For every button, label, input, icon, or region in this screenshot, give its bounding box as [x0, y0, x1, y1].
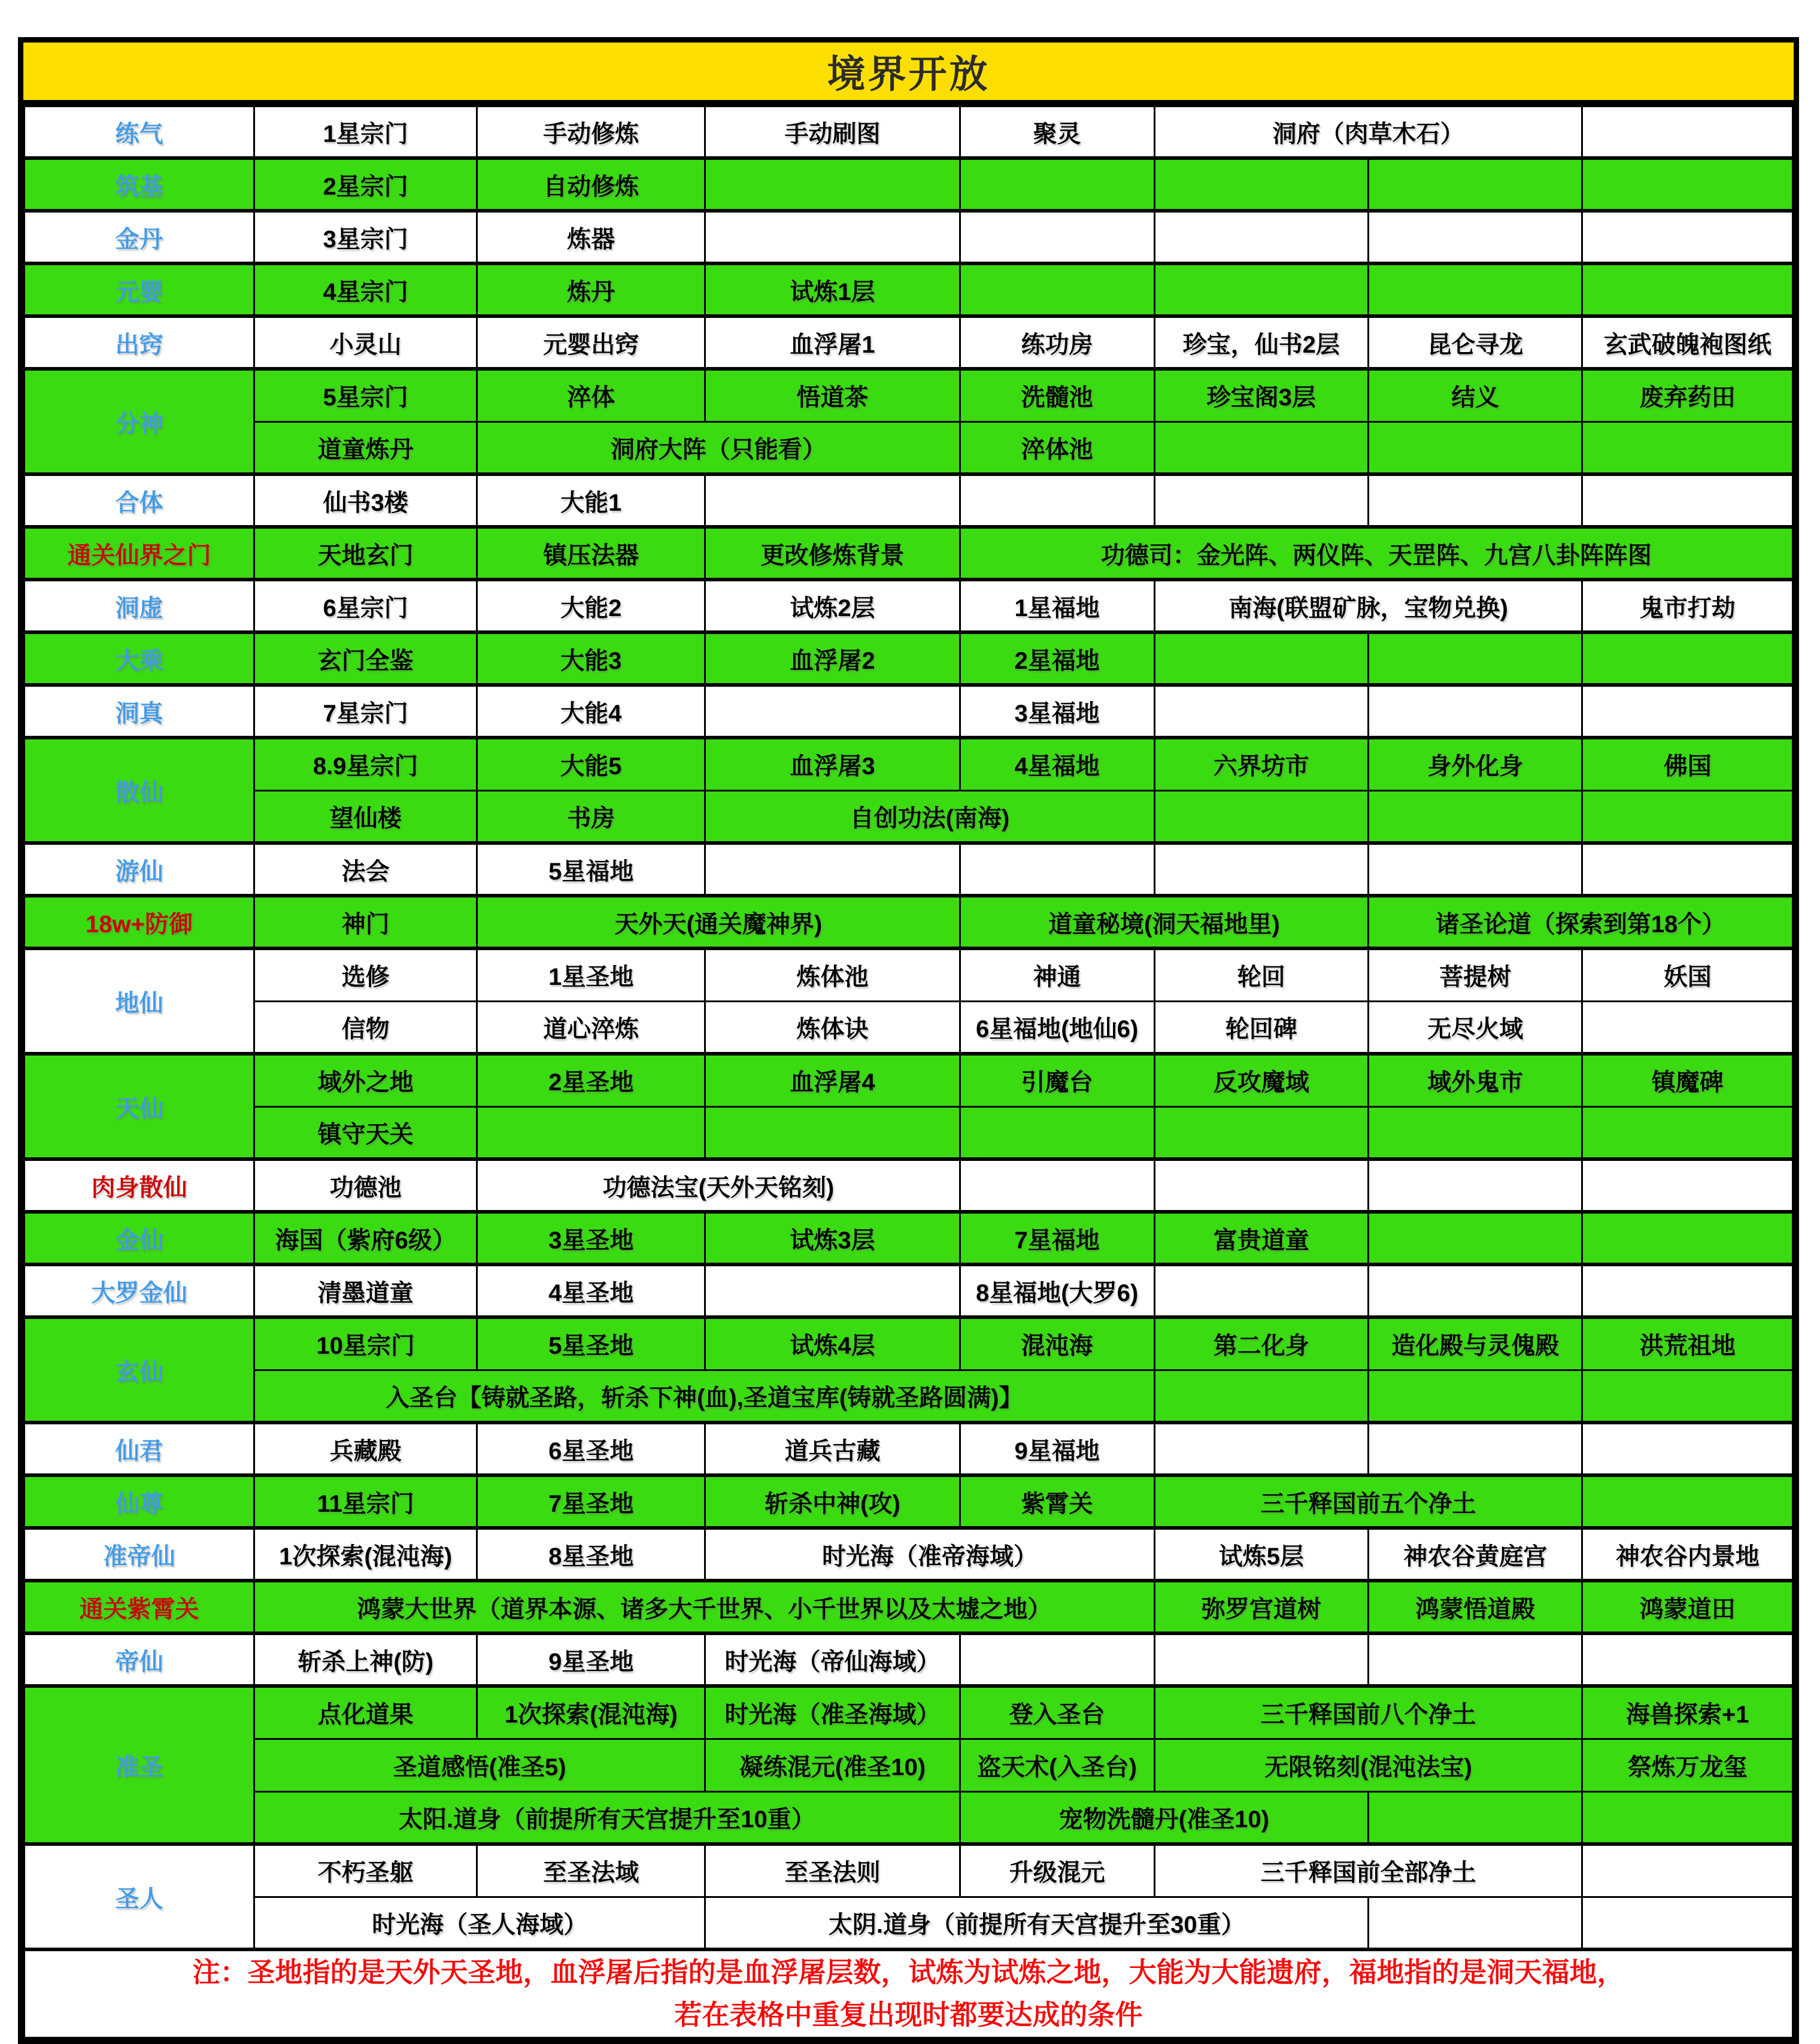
table-row [25, 580, 1793, 632]
empty-cell [960, 1633, 1154, 1686]
empty-cell [1582, 1106, 1793, 1159]
realm-label: 洞真 [25, 685, 254, 738]
table-row [25, 632, 1793, 685]
feature-cell: 天外天(通关魔神界) [477, 896, 960, 948]
feature-cell: 炼丹 [477, 263, 705, 316]
empty-cell [1582, 263, 1793, 316]
feature-cell: 海兽探索+1 [1582, 1686, 1793, 1739]
feature-cell: 身外化身 [1369, 738, 1582, 790]
empty-cell [1369, 421, 1582, 474]
realm-label: 合体 [25, 474, 254, 527]
realm-label: 通关紫霄关 [25, 1581, 254, 1633]
feature-cell: 鸿蒙大世界（道界本源、诸多大千世界、小千世界以及太墟之地） [254, 1581, 1155, 1633]
feature-cell: 8.9星宗门 [254, 738, 477, 790]
empty-cell [705, 1106, 960, 1159]
table-row [25, 1686, 1793, 1739]
feature-cell: 11星宗门 [254, 1475, 477, 1528]
table-row [25, 527, 1793, 580]
realm-label: 大乘 [25, 632, 254, 685]
page-title: 境界开放 [23, 43, 1794, 104]
feature-cell: 1星圣地 [477, 948, 705, 1001]
empty-cell [1154, 685, 1368, 738]
table-row [25, 421, 1793, 474]
feature-cell: 清墨道童 [254, 1264, 477, 1317]
empty-cell [1369, 1106, 1582, 1159]
empty-cell [705, 158, 960, 211]
feature-cell: 手动刷图 [705, 105, 960, 158]
realm-label: 地仙 [25, 948, 254, 1054]
feature-cell: 1星宗门 [254, 105, 477, 158]
empty-cell [1369, 158, 1582, 211]
feature-cell: 道兵古藏 [705, 1423, 960, 1475]
table-row [25, 158, 1793, 211]
feature-cell: 盗天术(入圣台) [960, 1739, 1154, 1791]
feature-cell: 2星福地 [960, 632, 1154, 685]
feature-cell: 无尽火域 [1369, 1001, 1582, 1054]
feature-cell: 信物 [254, 1001, 477, 1054]
empty-cell [960, 843, 1154, 896]
table-row [25, 263, 1793, 316]
realm-label: 通关仙界之门 [25, 527, 254, 580]
table-row [25, 1159, 1793, 1212]
empty-cell [1369, 1423, 1582, 1475]
empty-cell [1154, 790, 1368, 843]
empty-cell [1369, 1897, 1582, 1949]
realm-label: 仙尊 [25, 1475, 254, 1528]
feature-cell: 时光海（准圣海域） [705, 1686, 960, 1739]
table-row [25, 790, 1793, 843]
empty-cell [960, 1106, 1154, 1159]
realm-label: 分神 [25, 369, 254, 474]
table-row [25, 1739, 1793, 1791]
table-row [25, 211, 1793, 263]
empty-cell [960, 158, 1154, 211]
feature-cell: 大能4 [477, 685, 705, 738]
feature-cell: 5星福地 [477, 843, 705, 896]
empty-cell [1582, 1370, 1793, 1423]
empty-cell [1582, 421, 1793, 474]
table-row [25, 1106, 1793, 1159]
feature-cell: 书房 [477, 790, 705, 843]
table-row [25, 105, 1793, 158]
realm-label: 练气 [25, 105, 254, 158]
realm-label: 游仙 [25, 843, 254, 896]
empty-cell [1154, 263, 1368, 316]
feature-cell: 6星宗门 [254, 580, 477, 632]
feature-cell: 自创功法(南海) [705, 790, 1154, 843]
feature-cell: 大能1 [477, 474, 705, 527]
realm-label: 金仙 [25, 1212, 254, 1264]
realm-label: 圣人 [25, 1844, 254, 1949]
feature-cell: 法会 [254, 843, 477, 896]
feature-cell: 手动修炼 [477, 105, 705, 158]
empty-cell [1369, 1370, 1582, 1423]
feature-cell: 3星宗门 [254, 211, 477, 263]
feature-cell: 海国（紫府6级） [254, 1212, 477, 1264]
feature-cell: 玄武破魄袍图纸 [1582, 316, 1793, 369]
feature-cell: 道心淬炼 [477, 1001, 705, 1054]
feature-cell: 至圣法则 [705, 1844, 960, 1897]
feature-cell: 7星福地 [960, 1212, 1154, 1264]
empty-cell [960, 211, 1154, 263]
empty-cell [960, 1159, 1154, 1212]
realm-label: 18w+防御 [25, 896, 254, 948]
table-row [25, 1528, 1793, 1581]
realm-label: 大罗金仙 [25, 1264, 254, 1317]
footnote-row [25, 1949, 1793, 2037]
feature-cell: 试炼5层 [1154, 1528, 1368, 1581]
empty-cell [477, 1106, 705, 1159]
feature-cell: 道童秘境(洞天福地里) [960, 896, 1368, 948]
feature-cell: 太阳.道身（前提所有天宫提升至10重） [254, 1791, 960, 1844]
feature-cell: 域外之地 [254, 1054, 477, 1106]
table-row [25, 1001, 1793, 1054]
empty-cell [1582, 1633, 1793, 1686]
feature-cell: 三千释国前五个净土 [1154, 1475, 1582, 1528]
table-row [25, 1633, 1793, 1686]
empty-cell [1154, 1633, 1368, 1686]
feature-cell: 更改修炼背景 [705, 527, 960, 580]
feature-cell: 时光海（帝仙海域） [705, 1633, 960, 1686]
empty-cell [1582, 474, 1793, 527]
feature-cell: 南海(联盟矿脉，宝物兑换) [1154, 580, 1582, 632]
table-row [25, 843, 1793, 896]
table-row [25, 1317, 1793, 1370]
empty-cell [1582, 1159, 1793, 1212]
empty-cell [1369, 685, 1582, 738]
feature-cell: 炼器 [477, 211, 705, 263]
empty-cell [960, 474, 1154, 527]
realm-label: 准圣 [25, 1686, 254, 1844]
empty-cell [1582, 1475, 1793, 1528]
feature-cell: 登入圣台 [960, 1686, 1154, 1739]
feature-cell: 道童炼丹 [254, 421, 477, 474]
empty-cell [705, 685, 960, 738]
feature-cell: 反攻魔域 [1154, 1054, 1368, 1106]
feature-cell: 时光海（圣人海域） [254, 1897, 705, 1949]
feature-cell: 功德池 [254, 1159, 477, 1212]
table-row [25, 369, 1793, 421]
empty-cell [1582, 790, 1793, 843]
realm-open-sheet [18, 37, 1799, 2044]
feature-cell: 6星圣地 [477, 1423, 705, 1475]
empty-cell [1369, 1791, 1582, 1844]
empty-cell [705, 211, 960, 263]
feature-cell: 轮回 [1154, 948, 1368, 1001]
feature-cell: 5星圣地 [477, 1317, 705, 1370]
table-row [25, 1581, 1793, 1633]
feature-cell: 神门 [254, 896, 477, 948]
feature-cell: 血浮屠2 [705, 632, 960, 685]
feature-cell: 试炼1层 [705, 263, 960, 316]
feature-cell: 7星宗门 [254, 685, 477, 738]
realm-label: 筑基 [25, 158, 254, 211]
feature-cell: 选修 [254, 948, 477, 1001]
feature-cell: 大能2 [477, 580, 705, 632]
feature-cell: 1次探索(混沌海) [254, 1528, 477, 1581]
feature-cell: 炼体池 [705, 948, 960, 1001]
empty-cell [705, 843, 960, 896]
empty-cell [1154, 1106, 1368, 1159]
empty-cell [1582, 843, 1793, 896]
empty-cell [1369, 1633, 1582, 1686]
table-row [25, 1475, 1793, 1528]
feature-cell: 功德司：金光阵、两仪阵、天罡阵、九宫八卦阵阵图 [960, 527, 1792, 580]
feature-cell: 斩杀中神(攻) [705, 1475, 960, 1528]
feature-cell: 炼体诀 [705, 1001, 960, 1054]
feature-cell: 2星宗门 [254, 158, 477, 211]
empty-cell [1369, 790, 1582, 843]
table-row [25, 1054, 1793, 1106]
feature-cell: 宠物洗髓丹(准圣10) [960, 1791, 1368, 1844]
feature-cell: 4星宗门 [254, 263, 477, 316]
feature-cell: 六界坊市 [1154, 738, 1368, 790]
empty-cell [705, 1264, 960, 1317]
feature-cell: 练功房 [960, 316, 1154, 369]
feature-cell: 鸿蒙道田 [1582, 1581, 1793, 1633]
feature-cell: 试炼2层 [705, 580, 960, 632]
feature-cell: 紫霄关 [960, 1475, 1154, 1528]
feature-cell: 镇魔碑 [1582, 1054, 1793, 1106]
feature-cell: 太阴.道身（前提所有天宫提升至30重） [705, 1897, 1369, 1949]
feature-cell: 3星福地 [960, 685, 1154, 738]
table-row [25, 1791, 1793, 1844]
empty-cell [1154, 1423, 1368, 1475]
empty-cell [1369, 211, 1582, 263]
feature-cell: 4星福地 [960, 738, 1154, 790]
feature-cell: 6星福地(地仙6) [960, 1001, 1154, 1054]
feature-cell: 7星圣地 [477, 1475, 705, 1528]
table-row [25, 316, 1793, 369]
empty-cell [1154, 1159, 1368, 1212]
feature-cell: 圣道感悟(准圣5) [254, 1739, 705, 1791]
table-row [25, 738, 1793, 790]
feature-cell: 大能5 [477, 738, 705, 790]
feature-cell: 4星圣地 [477, 1264, 705, 1317]
empty-cell [705, 474, 960, 527]
feature-cell: 珍宝，仙书2层 [1154, 316, 1368, 369]
footnote-line2: 若在表格中重复出现时都要达成的条件 [674, 1999, 1143, 2031]
feature-cell: 2星圣地 [477, 1054, 705, 1106]
feature-cell: 淬体池 [960, 421, 1154, 474]
feature-cell: 玄门全鉴 [254, 632, 477, 685]
feature-cell: 点化道果 [254, 1686, 477, 1739]
empty-cell [1369, 843, 1582, 896]
feature-cell: 诸圣论道（探索到第18个） [1369, 896, 1793, 948]
feature-cell: 仙书3楼 [254, 474, 477, 527]
feature-cell: 引魔台 [960, 1054, 1154, 1106]
empty-cell [1582, 1791, 1793, 1844]
realm-label: 出窍 [25, 316, 254, 369]
feature-cell: 试炼3层 [705, 1212, 960, 1264]
empty-cell [1369, 1159, 1582, 1212]
feature-cell: 混沌海 [960, 1317, 1154, 1370]
table-row [25, 1844, 1793, 1897]
feature-cell: 三千释国前全部净土 [1154, 1844, 1582, 1897]
realm-label: 仙君 [25, 1423, 254, 1475]
feature-cell: 淬体 [477, 369, 705, 421]
empty-cell [1154, 474, 1368, 527]
feature-cell: 血浮屠4 [705, 1054, 960, 1106]
realm-label: 金丹 [25, 211, 254, 263]
feature-cell: 悟道茶 [705, 369, 960, 421]
empty-cell [1582, 1001, 1793, 1054]
feature-cell: 无限铭刻(混沌法宝) [1154, 1739, 1582, 1791]
realm-label: 玄仙 [25, 1317, 254, 1423]
realm-label: 洞虚 [25, 580, 254, 632]
empty-cell [1369, 632, 1582, 685]
realm-label: 肉身散仙 [25, 1159, 254, 1212]
realm-table [23, 104, 1794, 2039]
empty-cell [1154, 158, 1368, 211]
feature-cell: 富贵道童 [1154, 1212, 1368, 1264]
feature-cell: 9星圣地 [477, 1633, 705, 1686]
feature-cell: 1星福地 [960, 580, 1154, 632]
feature-cell: 望仙楼 [254, 790, 477, 843]
empty-cell [1154, 632, 1368, 685]
empty-cell [1582, 685, 1793, 738]
feature-cell: 血浮屠1 [705, 316, 960, 369]
feature-cell: 珍宝阁3层 [1154, 369, 1368, 421]
feature-cell: 弥罗宫道树 [1154, 1581, 1368, 1633]
feature-cell: 天地玄门 [254, 527, 477, 580]
feature-cell: 3星圣地 [477, 1212, 705, 1264]
feature-cell: 神农谷黄庭宫 [1369, 1528, 1582, 1581]
footnote-line1: 注：圣地指的是天外天圣地，血浮屠后指的是血浮屠层数，试炼为试炼之地，大能为大能遗府，福地指的是洞天福地， [192, 1957, 1625, 1988]
feature-cell: 入圣台【铸就圣路，斩杀下神(血),圣道宝库(铸就圣路圆满)】 [254, 1370, 1155, 1423]
empty-cell [1369, 263, 1582, 316]
feature-cell: 9星福地 [960, 1423, 1154, 1475]
empty-cell [1582, 1844, 1793, 1897]
feature-cell: 神农谷内景地 [1582, 1528, 1793, 1581]
feature-cell: 凝练混元(准圣10) [705, 1739, 960, 1791]
empty-cell [1154, 1370, 1368, 1423]
empty-cell [1582, 1212, 1793, 1264]
feature-cell: 昆仑寻龙 [1369, 316, 1582, 369]
empty-cell [1582, 1897, 1793, 1949]
feature-cell: 大能3 [477, 632, 705, 685]
feature-cell: 第二化身 [1154, 1317, 1368, 1370]
feature-cell: 鸿蒙悟道殿 [1369, 1581, 1582, 1633]
feature-cell: 洞府大阵（只能看） [477, 421, 960, 474]
feature-cell: 洪荒祖地 [1582, 1317, 1793, 1370]
feature-cell: 至圣法域 [477, 1844, 705, 1897]
feature-cell: 5星宗门 [254, 369, 477, 421]
empty-cell [1582, 158, 1793, 211]
table-row [25, 948, 1793, 1001]
empty-cell [1369, 1264, 1582, 1317]
realm-label: 散仙 [25, 738, 254, 843]
empty-cell [1582, 632, 1793, 685]
feature-cell: 祭炼万龙玺 [1582, 1739, 1793, 1791]
feature-cell: 10星宗门 [254, 1317, 477, 1370]
feature-cell: 域外鬼市 [1369, 1054, 1582, 1106]
realm-label: 准帝仙 [25, 1528, 254, 1581]
realm-label: 天仙 [25, 1054, 254, 1159]
empty-cell [1154, 1264, 1368, 1317]
table-row [25, 1423, 1793, 1475]
empty-cell [960, 263, 1154, 316]
feature-cell: 斩杀上神(防) [254, 1633, 477, 1686]
feature-cell: 洗髓池 [960, 369, 1154, 421]
feature-cell: 8星福地(大罗6) [960, 1264, 1154, 1317]
footnote-cell [25, 1949, 1793, 2037]
feature-cell: 元婴出窍 [477, 316, 705, 369]
feature-cell: 废弃药田 [1582, 369, 1793, 421]
empty-cell [1582, 1423, 1793, 1475]
empty-cell [1154, 211, 1368, 263]
feature-cell: 镇压法器 [477, 527, 705, 580]
realm-label: 帝仙 [25, 1633, 254, 1686]
feature-cell: 镇守天关 [254, 1106, 477, 1159]
feature-cell: 8星圣地 [477, 1528, 705, 1581]
feature-cell: 不朽圣躯 [254, 1844, 477, 1897]
empty-cell [1369, 474, 1582, 527]
feature-cell: 妖国 [1582, 948, 1793, 1001]
feature-cell: 三千释国前八个净土 [1154, 1686, 1582, 1739]
empty-cell [1582, 211, 1793, 263]
table-row [25, 1370, 1793, 1423]
table-row [25, 474, 1793, 527]
feature-cell: 1次探索(混沌海) [477, 1686, 705, 1739]
feature-cell: 时光海（准帝海域） [705, 1528, 1154, 1581]
feature-cell: 升级混元 [960, 1844, 1154, 1897]
feature-cell: 兵藏殿 [254, 1423, 477, 1475]
table-row [25, 896, 1793, 948]
feature-cell: 造化殿与灵傀殿 [1369, 1317, 1582, 1370]
table-row [25, 1212, 1793, 1264]
feature-cell: 血浮屠3 [705, 738, 960, 790]
feature-cell: 佛国 [1582, 738, 1793, 790]
empty-cell [1154, 843, 1368, 896]
feature-cell: 自动修炼 [477, 158, 705, 211]
empty-cell [1154, 421, 1368, 474]
feature-cell: 洞府（肉草木石） [1154, 105, 1582, 158]
empty-cell [1369, 1212, 1582, 1264]
realm-table-body [25, 105, 1793, 2037]
realm-label: 元婴 [25, 263, 254, 316]
feature-cell: 结义 [1369, 369, 1582, 421]
feature-cell: 菩提树 [1369, 948, 1582, 1001]
feature-cell: 试炼4层 [705, 1317, 960, 1370]
feature-cell: 鬼市打劫 [1582, 580, 1793, 632]
table-row [25, 1897, 1793, 1949]
table-row [25, 685, 1793, 738]
empty-cell [1582, 105, 1793, 158]
feature-cell: 神通 [960, 948, 1154, 1001]
table-row [25, 1264, 1793, 1317]
feature-cell: 小灵山 [254, 316, 477, 369]
empty-cell [1582, 1264, 1793, 1317]
feature-cell: 功德法宝(天外天铭刻) [477, 1159, 960, 1212]
feature-cell: 聚灵 [960, 105, 1154, 158]
feature-cell: 轮回碑 [1154, 1001, 1368, 1054]
